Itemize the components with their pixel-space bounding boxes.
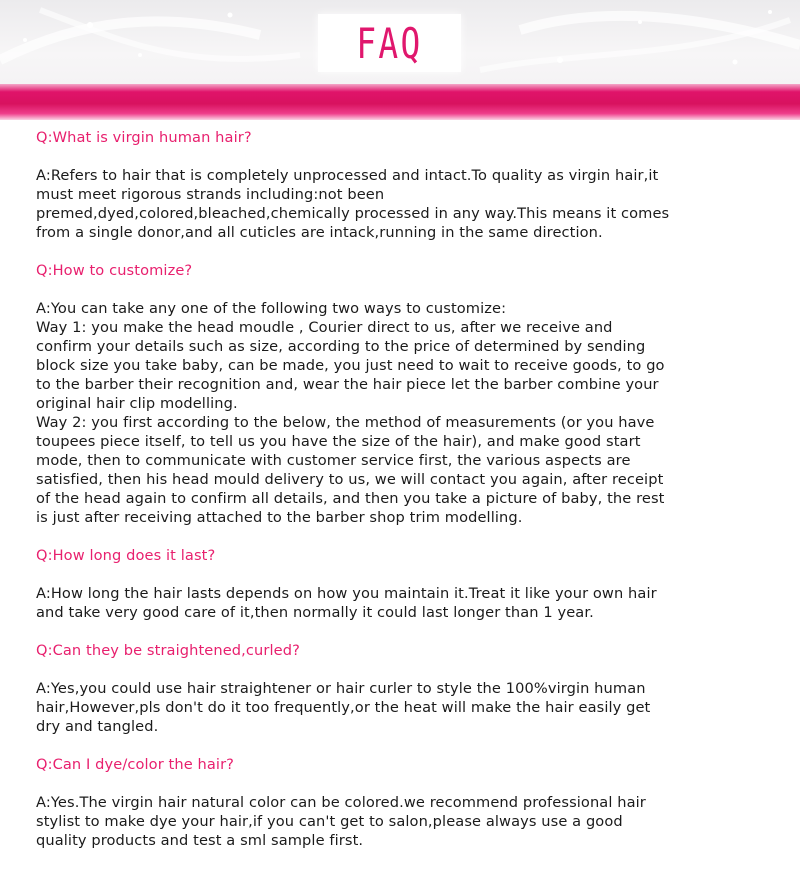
faq-question: Q:What is virgin human hair? (36, 129, 252, 146)
faq-list (36, 128, 776, 869)
title-box (318, 14, 461, 72)
faq-item (36, 641, 776, 736)
faq-answer: A:Yes.The virgin hair natural color can be colored.we recommend professional hair stylist to make dye your hair,if you can't get to salon,please always use a good quality products and test a sml sample first. (36, 794, 646, 849)
faq-item (36, 546, 776, 622)
faq-question: Q:Can I dye/color the hair? (36, 756, 235, 773)
page-title: FAQ (356, 18, 423, 68)
pink-stripe (0, 84, 800, 120)
faq-question: Q:Can they be straightened,curled? (36, 642, 300, 659)
header-banner (0, 0, 800, 120)
faq-item (36, 261, 776, 527)
faq-answer: A:How long the hair lasts depends on how you maintain it.Treat it like your own hair and take very good care of it,then normally it could last longer than 1 year. (36, 585, 657, 621)
faq-item (36, 128, 776, 242)
faq-answer: A:Yes,you could use hair straightener or hair curler to style the 100%virgin human hair,However,pls don't do it too frequently,or the heat will make the hair easily get dry and tangled. (36, 680, 651, 735)
faq-answer: A:You can take any one of the following two ways to customize: Way 1: you make the head moudle , Courier direct to us, after we receive and confirm your details such as size, according to the price of determined by sending block size you take baby, can be made, you just need to wait to receive goods, to go to the barber their recognition and, wear the hair piece let the barber combine your original hair clip modelling. Way 2: you first according to the below, the method of measurements (or you have toupees piece itself, to tell us you have the size of the hair), and make good start mode, then to communicate with customer service first, the various aspects are satisfied, then his head mould delivery to us, we will contact you again, after receipt of the head again to confirm all details, and then you take a picture of baby, the rest is just after receiving attached to the barber shop trim modelling. (36, 300, 665, 526)
faq-item (36, 755, 776, 850)
faq-answer: A:Refers to hair that is completely unprocessed and intact.To quality as virgin hair,it must meet rigorous strands including:not been premed,dyed,colored,bleached,chemically processed in any way.This means it comes from a single donor,and all cuticles are intack,running in the same direction. (36, 167, 670, 241)
faq-question: Q:How long does it last? (36, 547, 216, 564)
faq-question: Q:How to customize? (36, 262, 193, 279)
